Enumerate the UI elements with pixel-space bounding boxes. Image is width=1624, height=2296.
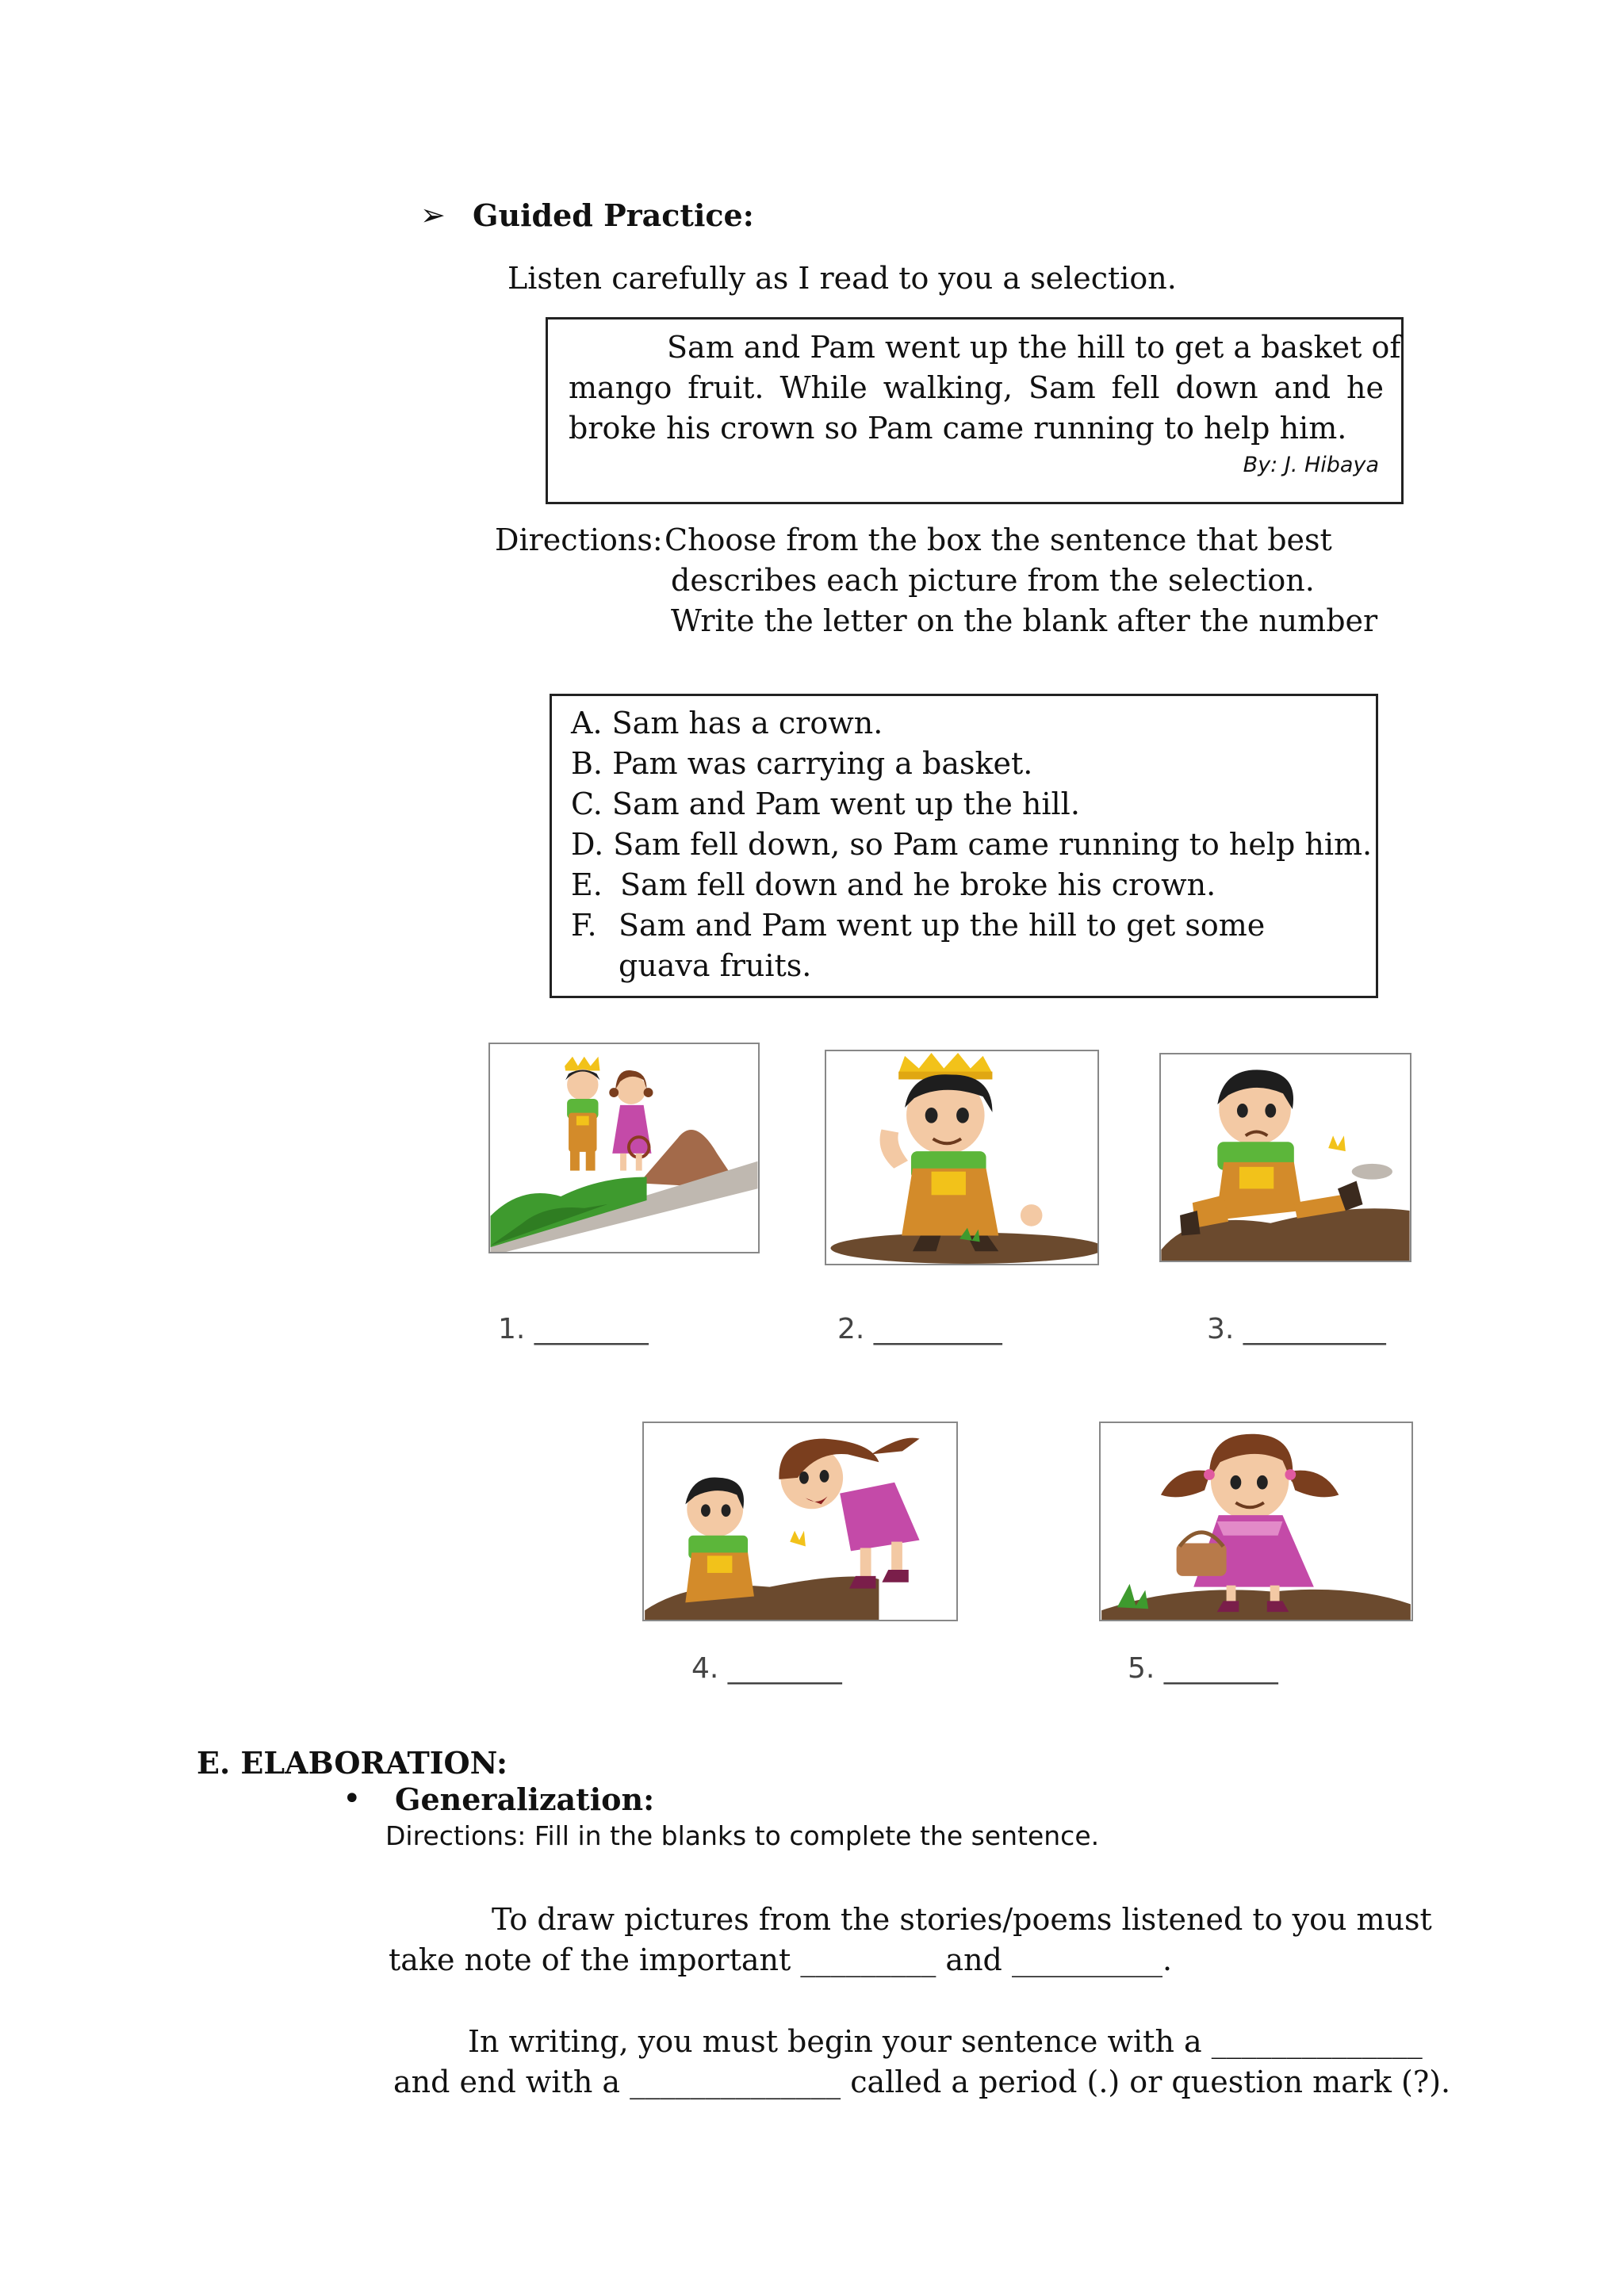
- fill-sentence-2-line-1: In writing, you must begin your sentence with a ______________: [468, 2024, 1423, 2059]
- directions-label: Directions:: [495, 522, 663, 557]
- choices-box: [550, 694, 1378, 998]
- story-word: mango: [569, 370, 672, 405]
- picture-4-pam-helps: [642, 1422, 958, 1621]
- story-word: Sam: [1028, 370, 1096, 405]
- picture-1-blank: 1. ________: [498, 1313, 649, 1345]
- picture-4-blank: 4. ________: [691, 1652, 842, 1685]
- story-line-3: broke his crown so Pam came running to help him.: [569, 411, 1347, 446]
- directions-line-3: Write the letter on the blank after the number: [671, 603, 1378, 638]
- directions-line-2: describes each picture from the selection.: [671, 563, 1315, 598]
- story-word: down: [1175, 370, 1258, 405]
- picture-2-illustration: [826, 1051, 1097, 1264]
- story-word: walking,: [883, 370, 1013, 405]
- story-word: he: [1346, 370, 1384, 405]
- choice-c: C. Sam and Pam went up the hill.: [571, 786, 1080, 821]
- generalization-heading: Generalization:: [395, 1781, 655, 1817]
- picture-5-blank: 5. ________: [1128, 1652, 1278, 1685]
- choice-e: E. Sam fell down and he broke his crown.: [571, 867, 1216, 902]
- story-author: By: J. Hibaya: [1243, 453, 1379, 477]
- picture-5-illustration: [1101, 1423, 1411, 1620]
- generalization-bullet-icon: •: [343, 1781, 362, 1817]
- choice-f: F. Sam and Pam went up the hill to get some: [571, 908, 1266, 943]
- picture-1-up-the-hill: [488, 1043, 760, 1253]
- choice-d: D. Sam fell down, so Pam came running to help him.: [571, 827, 1373, 862]
- story-word: and: [1274, 370, 1331, 405]
- fill-sentence-1-line-1: To draw pictures from the stories/poems listened to you must: [492, 1902, 1432, 1937]
- story-box: [546, 317, 1404, 504]
- generalization-directions: Directions: Fill in the blanks to complete the sentence.: [385, 1820, 1100, 1851]
- choice-b: B. Pam was carrying a basket.: [571, 746, 1033, 781]
- choice-a: A. Sam has a crown.: [571, 706, 883, 740]
- picture-2-blank: 2. _________: [837, 1313, 1002, 1345]
- picture-3-sam-fell: [1159, 1053, 1411, 1262]
- picture-4-illustration: [644, 1423, 956, 1620]
- fill-sentence-1-line-2: take note of the important _________ and __________.: [389, 1942, 1173, 1977]
- guided-intro: Listen carefully as I read to you a selection.: [508, 261, 1177, 296]
- story-word: fruit.: [688, 370, 764, 405]
- story-word: fell: [1111, 370, 1160, 405]
- picture-2-sam-crown: [825, 1050, 1099, 1265]
- directions-line-1: Choose from the box the sentence that best: [665, 522, 1332, 557]
- elaboration-heading: E. ELABORATION:: [197, 1745, 508, 1781]
- fill-sentence-2-line-2: and end with a ______________ called a period (.) or question mark (?).: [393, 2064, 1451, 2099]
- picture-5-pam-basket: [1099, 1422, 1413, 1621]
- story-word: While: [779, 370, 868, 405]
- picture-3-illustration: [1161, 1054, 1410, 1261]
- story-line-2: [569, 368, 1384, 408]
- guided-practice-heading: Guided Practice:: [473, 197, 754, 233]
- picture-3-blank: 3. __________: [1207, 1313, 1386, 1345]
- picture-1-illustration: [490, 1044, 758, 1252]
- story-line-1: Sam and Pam went up the hill to get a basket of: [667, 330, 1401, 365]
- guided-bullet-icon: ➢: [420, 197, 446, 232]
- choice-f-continued: guava fruits.: [619, 948, 812, 983]
